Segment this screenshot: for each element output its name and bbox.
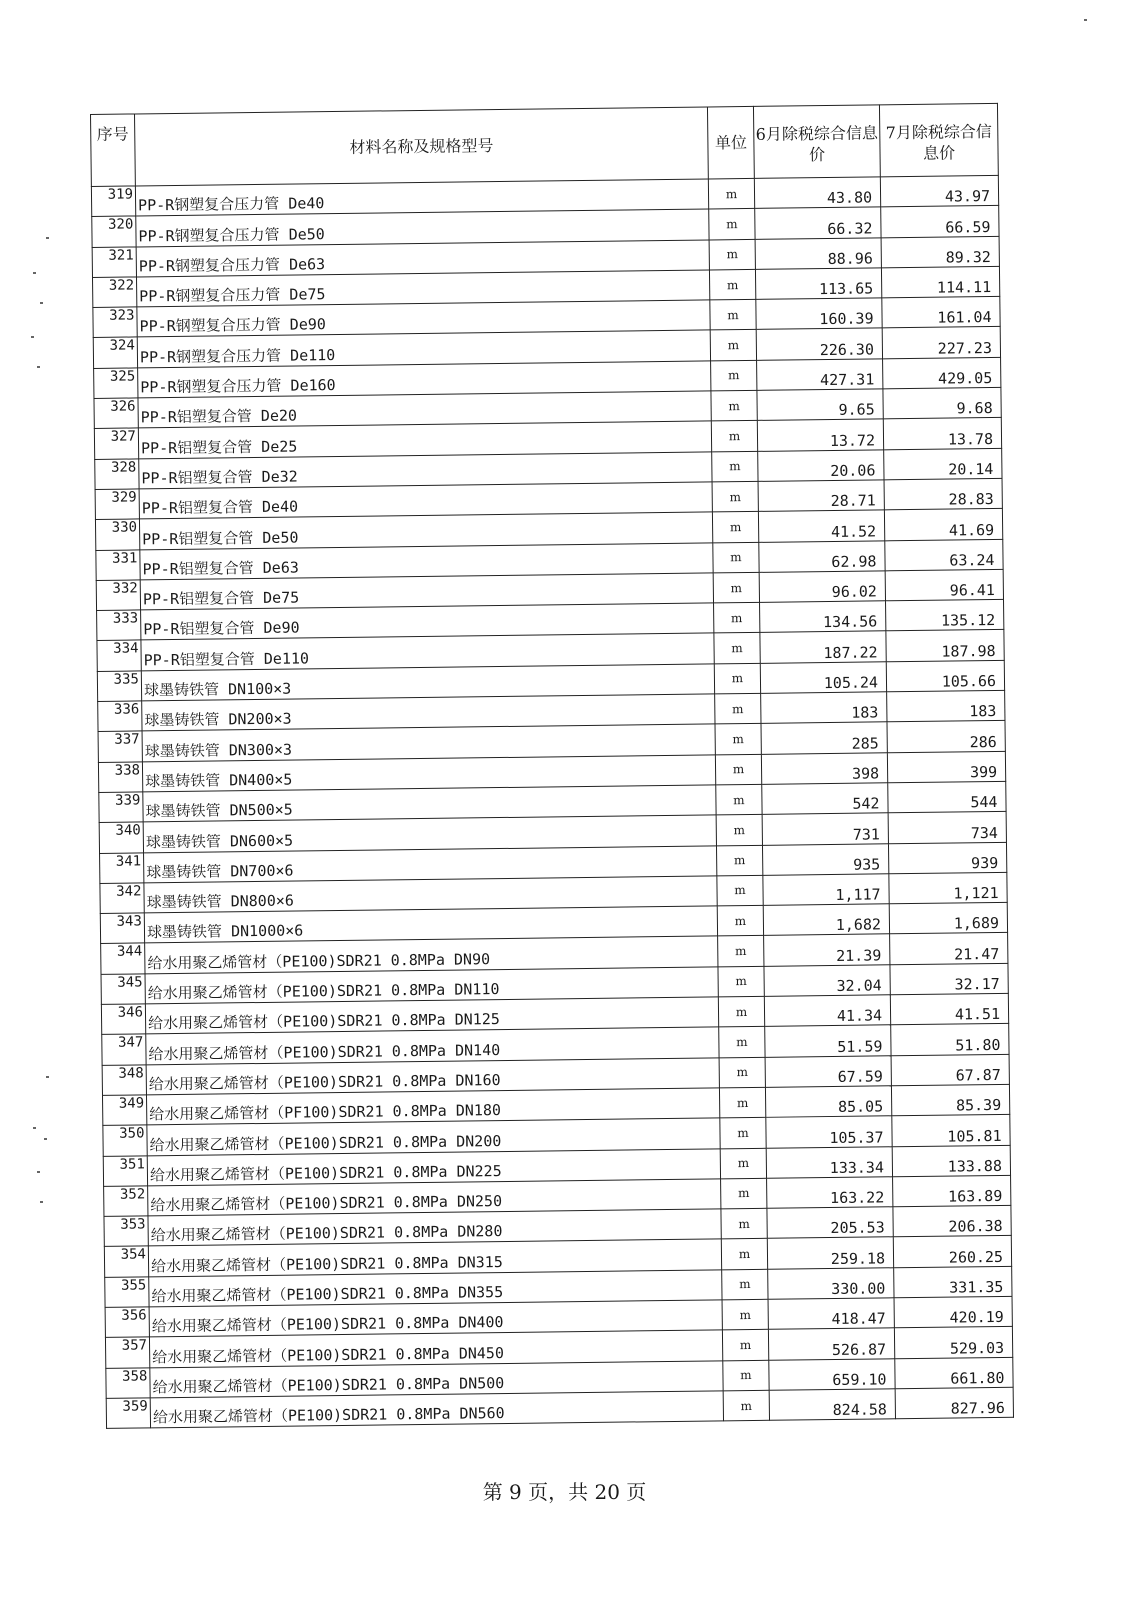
unit-cell: m xyxy=(719,1087,765,1118)
material-name-cell: PP-R钢塑复合压力管 De40 xyxy=(135,179,708,216)
june-price-cell: 9.65 xyxy=(757,389,883,421)
july-price-cell: 135.12 xyxy=(886,600,1004,632)
july-price-cell: 1,121 xyxy=(889,872,1007,904)
unit-cell: m xyxy=(719,1027,765,1058)
header-july-price: 7月除税综合信息价 xyxy=(879,103,998,176)
material-name-cell: 球墨铸铁管 DN1000×6 xyxy=(144,906,717,943)
unit-cell: m xyxy=(716,784,762,815)
june-price-cell: 398 xyxy=(761,752,887,784)
unit-cell: m xyxy=(709,239,755,270)
material-name-cell: 给水用聚乙烯管材（PE100)SDR21 0.8MPa DN125 xyxy=(145,997,718,1034)
row-number-cell: 324 xyxy=(93,337,137,368)
june-price-cell: 67.59 xyxy=(765,1055,891,1087)
july-price-cell: 85.39 xyxy=(891,1084,1009,1116)
june-price-cell: 66.32 xyxy=(755,207,881,239)
row-number-cell: 341 xyxy=(100,852,144,883)
scan-speck xyxy=(1084,19,1087,21)
material-name-cell: 给水用聚乙烯管材（PE100)SDR21 0.8MPa DN200 xyxy=(147,1118,720,1155)
june-price-cell: 330.00 xyxy=(768,1267,894,1299)
material-name-cell: 球墨铸铁管 DN400×5 xyxy=(142,755,715,792)
july-price-cell: 13.78 xyxy=(883,418,1001,450)
row-number-cell: 320 xyxy=(92,216,136,247)
row-number-cell: 348 xyxy=(102,1064,146,1095)
material-name-cell: PP-R铝塑复合管 De63 xyxy=(140,542,713,579)
july-price-cell: 399 xyxy=(887,751,1005,783)
unit-cell: m xyxy=(713,572,759,603)
june-price-cell: 824.58 xyxy=(769,1389,895,1421)
price-table-container xyxy=(90,103,1014,1429)
material-name-cell: 给水用聚乙烯管材（PE100)SDR21 0.8MPa DN140 xyxy=(146,1027,719,1064)
july-price-cell: 43.97 xyxy=(880,175,998,207)
row-number-cell: 343 xyxy=(100,913,144,944)
unit-cell: m xyxy=(711,360,757,391)
row-number-cell: 328 xyxy=(95,459,139,490)
june-price-cell: 1,682 xyxy=(763,904,889,936)
july-price-cell: 1,689 xyxy=(889,902,1007,934)
june-price-cell: 259.18 xyxy=(767,1237,893,1269)
row-number-cell: 349 xyxy=(102,1095,146,1126)
unit-cell: m xyxy=(718,996,764,1027)
unit-cell: m xyxy=(711,421,757,452)
material-name-cell: PP-R钢塑复合压力管 De50 xyxy=(136,209,709,246)
unit-cell: m xyxy=(711,390,757,421)
june-price-cell: 133.34 xyxy=(766,1146,892,1178)
row-number-cell: 356 xyxy=(105,1307,149,1338)
material-name-cell: PP-R钢塑复合压力管 De90 xyxy=(137,300,710,337)
row-number-cell: 358 xyxy=(106,1367,150,1398)
unit-cell: m xyxy=(708,178,754,209)
july-price-cell: 105.81 xyxy=(892,1115,1010,1147)
july-price-cell: 89.32 xyxy=(881,236,999,268)
july-price-cell: 32.17 xyxy=(890,963,1008,995)
row-number-cell: 354 xyxy=(104,1246,148,1277)
unit-cell: m xyxy=(709,269,755,300)
june-price-cell: 41.34 xyxy=(764,995,890,1027)
june-price-cell: 113.65 xyxy=(755,268,881,300)
row-number-cell: 321 xyxy=(92,247,136,278)
row-number-cell: 334 xyxy=(97,640,141,671)
row-number-cell: 351 xyxy=(103,1155,147,1186)
material-name-cell: 给水用聚乙烯管材（PE100)SDR21 0.8MPa DN400 xyxy=(149,1300,722,1337)
unit-cell: m xyxy=(714,633,760,664)
scan-speck xyxy=(46,1076,49,1078)
unit-cell: m xyxy=(710,300,756,331)
july-price-cell: 161.04 xyxy=(882,297,1000,329)
june-price-cell: 205.53 xyxy=(767,1207,893,1239)
material-name-cell: PP-R钢塑复合压力管 De110 xyxy=(137,330,710,367)
july-price-cell: 286 xyxy=(887,721,1005,753)
unit-cell: m xyxy=(722,1299,768,1330)
row-number-cell: 340 xyxy=(99,822,143,853)
material-name-cell: 球墨铸铁管 DN600×5 xyxy=(143,815,716,852)
july-price-cell: 187.98 xyxy=(886,630,1004,662)
july-price-cell: 63.24 xyxy=(885,539,1003,571)
july-price-cell: 544 xyxy=(888,781,1006,813)
header-row xyxy=(91,103,999,186)
scan-speck xyxy=(37,366,40,368)
row-number-cell: 319 xyxy=(91,186,135,217)
unit-cell: m xyxy=(720,1148,766,1179)
june-price-cell: 226.30 xyxy=(756,328,882,360)
july-price-cell: 9.68 xyxy=(883,387,1001,419)
june-price-cell: 731 xyxy=(762,813,888,845)
material-name-cell: PP-R铝塑复合管 De50 xyxy=(139,512,712,549)
july-price-cell: 105.66 xyxy=(886,660,1004,692)
row-number-cell: 332 xyxy=(96,580,140,611)
unit-cell: m xyxy=(721,1178,767,1209)
july-price-cell: 28.83 xyxy=(884,478,1002,510)
unit-cell: m xyxy=(721,1239,767,1270)
june-price-cell: 32.04 xyxy=(764,965,890,997)
unit-cell: m xyxy=(723,1390,769,1421)
july-price-cell: 939 xyxy=(888,842,1006,874)
unit-cell: m xyxy=(715,724,761,755)
row-number-cell: 355 xyxy=(105,1277,149,1308)
material-name-cell: PP-R铝塑复合管 De90 xyxy=(141,603,714,640)
material-name-cell: PP-R铝塑复合管 De25 xyxy=(138,421,711,458)
june-price-cell: 160.39 xyxy=(756,298,882,330)
july-price-cell: 661.80 xyxy=(895,1357,1013,1389)
june-price-cell: 526.87 xyxy=(768,1328,894,1360)
june-price-cell: 163.22 xyxy=(767,1177,893,1209)
row-number-cell: 335 xyxy=(97,671,141,702)
july-price-cell: 66.59 xyxy=(881,206,999,238)
unit-cell: m xyxy=(722,1269,768,1300)
row-number-cell: 350 xyxy=(103,1125,147,1156)
july-price-cell: 734 xyxy=(888,812,1006,844)
unit-cell: m xyxy=(717,875,763,906)
material-name-cell: 球墨铸铁管 DN800×6 xyxy=(144,876,717,913)
unit-cell: m xyxy=(723,1360,769,1391)
row-number-cell: 331 xyxy=(96,549,140,580)
material-name-cell: 给水用聚乙烯管材（PE100)SDR21 0.8MPa DN90 xyxy=(145,936,718,973)
july-price-cell: 21.47 xyxy=(890,933,1008,965)
material-name-cell: 给水用聚乙烯管材（PE100)SDR21 0.8MPa DN110 xyxy=(145,967,718,1004)
material-name-cell: PP-R钢塑复合压力管 De63 xyxy=(136,240,709,277)
row-number-cell: 344 xyxy=(101,943,145,974)
row-number-cell: 329 xyxy=(95,489,139,520)
scan-speck xyxy=(33,1127,36,1129)
july-price-cell: 133.88 xyxy=(892,1145,1010,1177)
july-price-cell: 114.11 xyxy=(881,266,999,298)
scan-speck xyxy=(37,1171,40,1173)
material-name-cell: 给水用聚乙烯管材（PE100)SDR21 0.8MPa DN225 xyxy=(147,1148,720,1185)
july-price-cell: 227.23 xyxy=(882,327,1000,359)
material-name-cell: PP-R铝塑复合管 De40 xyxy=(139,482,712,519)
row-number-cell: 322 xyxy=(92,277,136,308)
july-price-cell: 163.89 xyxy=(893,1175,1011,1207)
june-price-cell: 105.24 xyxy=(760,662,886,694)
july-price-cell: 420.19 xyxy=(894,1296,1012,1328)
header-june-price: 6月除税综合信息价 xyxy=(753,105,880,179)
material-name-cell: 给水用聚乙烯管材（PE100)SDR21 0.8MPa DN160 xyxy=(146,1057,719,1094)
june-price-cell: 20.06 xyxy=(758,450,884,482)
june-price-cell: 542 xyxy=(762,783,888,815)
june-price-cell: 1,117 xyxy=(763,874,889,906)
material-name-cell: 给水用聚乙烯管材（PE100)SDR21 0.8MPa DN560 xyxy=(150,1391,723,1428)
row-number-cell: 338 xyxy=(98,762,142,793)
june-price-cell: 41.52 xyxy=(758,510,884,542)
material-name-cell: 给水用聚乙烯管材（PF100)SDR21 0.8MPa DN180 xyxy=(146,1088,719,1125)
table-body xyxy=(91,175,1013,1428)
material-name-cell: PP-R铝塑复合管 De75 xyxy=(140,573,713,610)
row-number-cell: 333 xyxy=(97,610,141,641)
row-number-cell: 336 xyxy=(98,701,142,732)
material-name-cell: 给水用聚乙烯管材（PE100)SDR21 0.8MPa DN500 xyxy=(150,1360,723,1397)
june-price-cell: 105.37 xyxy=(766,1116,892,1148)
unit-cell: m xyxy=(720,1118,766,1149)
july-price-cell: 51.80 xyxy=(891,1024,1009,1056)
june-price-cell: 187.22 xyxy=(760,631,886,663)
unit-cell: m xyxy=(712,451,758,482)
material-name-cell: PP-R铝塑复合管 De20 xyxy=(138,391,711,428)
unit-cell: m xyxy=(722,1330,768,1361)
scan-speck xyxy=(33,272,36,274)
unit-cell: m xyxy=(721,1208,767,1239)
july-price-cell: 41.69 xyxy=(884,509,1002,541)
unit-cell: m xyxy=(710,330,756,361)
material-name-cell: 球墨铸铁管 DN100×3 xyxy=(141,664,714,701)
june-price-cell: 418.47 xyxy=(768,1298,894,1330)
row-number-cell: 345 xyxy=(101,974,145,1005)
june-price-cell: 85.05 xyxy=(765,1086,891,1118)
june-price-cell: 96.02 xyxy=(759,571,885,603)
july-price-cell: 96.41 xyxy=(885,569,1003,601)
row-number-cell: 347 xyxy=(102,1034,146,1065)
july-price-cell: 429.05 xyxy=(883,357,1001,389)
unit-cell: m xyxy=(715,754,761,785)
july-price-cell: 20.14 xyxy=(884,448,1002,480)
material-name-cell: PP-R铝塑复合管 De110 xyxy=(141,633,714,670)
scan-speck xyxy=(31,336,34,338)
unit-cell: m xyxy=(714,663,760,694)
row-number-cell: 323 xyxy=(93,307,137,338)
unit-cell: m xyxy=(717,905,763,936)
material-name-cell: 球墨铸铁管 DN700×6 xyxy=(144,845,717,882)
material-name-cell: 球墨铸铁管 DN500×5 xyxy=(143,785,716,822)
row-number-cell: 330 xyxy=(95,519,139,550)
july-price-cell: 67.87 xyxy=(891,1054,1009,1086)
material-name-cell: PP-R钢塑复合压力管 De160 xyxy=(138,361,711,398)
july-price-cell: 331.35 xyxy=(894,1266,1012,1298)
material-name-cell: 给水用聚乙烯管材（PE100)SDR21 0.8MPa DN355 xyxy=(149,1270,722,1307)
row-number-cell: 352 xyxy=(104,1186,148,1217)
page-number-footer: 第 9 页，共 20 页 xyxy=(482,1480,647,1504)
material-name-cell: 球墨铸铁管 DN200×3 xyxy=(142,694,715,731)
scan-speck xyxy=(46,237,49,239)
row-number-cell: 342 xyxy=(100,883,144,914)
june-price-cell: 285 xyxy=(761,722,887,754)
scan-speck xyxy=(40,1201,43,1203)
unit-cell: m xyxy=(715,693,761,724)
material-name-cell: PP-R钢塑复合压力管 De75 xyxy=(136,270,709,307)
material-name-cell: 给水用聚乙烯管材（PE100)SDR21 0.8MPa DN250 xyxy=(148,1179,721,1216)
june-price-cell: 935 xyxy=(762,843,888,875)
june-price-cell: 659.10 xyxy=(769,1358,895,1390)
row-number-cell: 337 xyxy=(98,731,142,762)
june-price-cell: 28.71 xyxy=(758,480,884,512)
unit-cell: m xyxy=(718,966,764,997)
unit-cell: m xyxy=(712,481,758,512)
scan-speck xyxy=(40,302,43,304)
row-number-cell: 325 xyxy=(94,368,138,399)
july-price-cell: 206.38 xyxy=(893,1205,1011,1237)
june-price-cell: 427.31 xyxy=(757,359,883,391)
row-number-cell: 357 xyxy=(105,1337,149,1368)
header-name: 材料名称及规格型号 xyxy=(135,107,709,186)
unit-cell: m xyxy=(712,512,758,543)
july-price-cell: 183 xyxy=(887,690,1005,722)
material-name-cell: 给水用聚乙烯管材（PE100)SDR21 0.8MPa DN280 xyxy=(148,1209,721,1246)
july-price-cell: 260.25 xyxy=(893,1236,1011,1268)
row-number-cell: 359 xyxy=(106,1398,150,1429)
row-number-cell: 326 xyxy=(94,398,138,429)
unit-cell: m xyxy=(713,542,759,573)
june-price-cell: 183 xyxy=(761,692,887,724)
header-unit: 单位 xyxy=(707,106,754,179)
row-number-cell: 327 xyxy=(94,428,138,459)
unit-cell: m xyxy=(719,1057,765,1088)
june-price-cell: 43.80 xyxy=(754,177,880,209)
july-price-cell: 529.03 xyxy=(894,1327,1012,1359)
july-price-cell: 827.96 xyxy=(895,1387,1013,1419)
material-name-cell: 球墨铸铁管 DN300×3 xyxy=(142,724,715,761)
june-price-cell: 88.96 xyxy=(755,237,881,269)
header-no: 序号 xyxy=(91,114,136,187)
unit-cell: m xyxy=(718,936,764,967)
price-table xyxy=(90,103,1014,1429)
june-price-cell: 13.72 xyxy=(757,419,883,451)
material-name-cell: 给水用聚乙烯管材（PE100)SDR21 0.8MPa DN450 xyxy=(149,1330,722,1367)
july-price-cell: 41.51 xyxy=(890,993,1008,1025)
june-price-cell: 62.98 xyxy=(759,540,885,572)
row-number-cell: 339 xyxy=(99,792,143,823)
unit-cell: m xyxy=(716,815,762,846)
june-price-cell: 21.39 xyxy=(764,934,890,966)
material-name-cell: 给水用聚乙烯管材（PE100)SDR21 0.8MPa DN315 xyxy=(148,1239,721,1276)
material-name-cell: PP-R铝塑复合管 De32 xyxy=(139,452,712,489)
june-price-cell: 134.56 xyxy=(760,601,886,633)
june-price-cell: 51.59 xyxy=(765,1025,891,1057)
unit-cell: m xyxy=(716,845,762,876)
row-number-cell: 346 xyxy=(101,1004,145,1035)
unit-cell: m xyxy=(709,209,755,240)
row-number-cell: 353 xyxy=(104,1216,148,1247)
scan-speck xyxy=(44,1138,47,1140)
unit-cell: m xyxy=(714,603,760,634)
